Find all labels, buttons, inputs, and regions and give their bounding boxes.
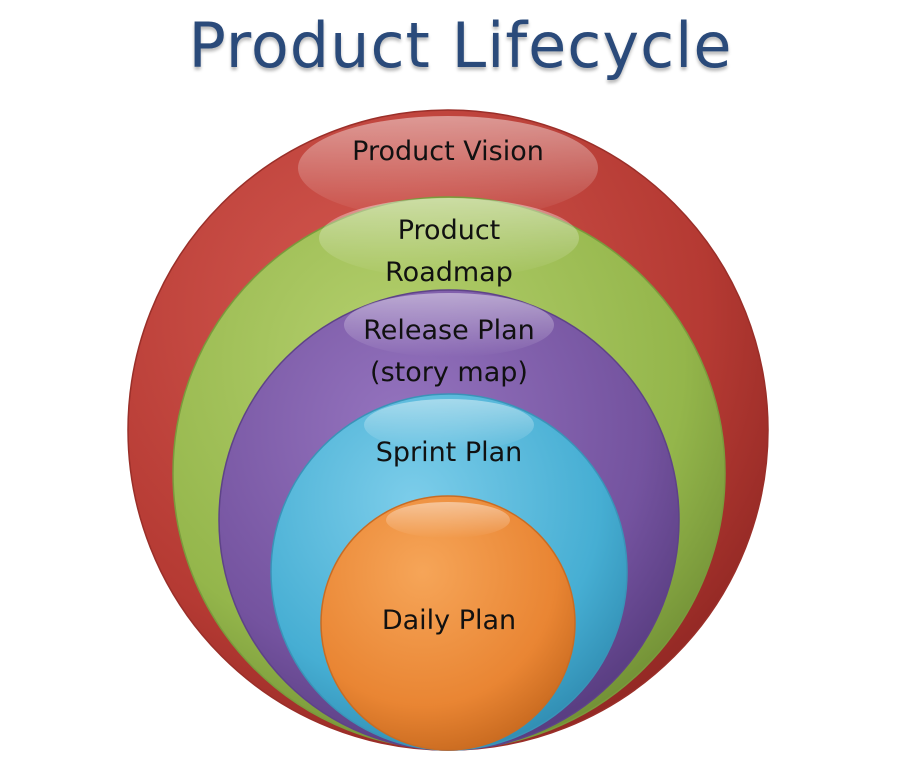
label-release-plan-line1: Release Plan xyxy=(363,315,535,346)
label-product-roadmap-line1: Product xyxy=(397,215,501,246)
label-product-roadmap-line2: Roadmap xyxy=(385,257,513,288)
label-daily-plan: Daily Plan xyxy=(381,605,517,636)
label-product-vision: Product Vision xyxy=(352,136,544,167)
label-sprint-plan: Sprint Plan xyxy=(375,437,523,468)
label-release-plan-line2: (story map) xyxy=(370,357,528,388)
diagram-title: Product Lifecycle xyxy=(188,9,733,82)
